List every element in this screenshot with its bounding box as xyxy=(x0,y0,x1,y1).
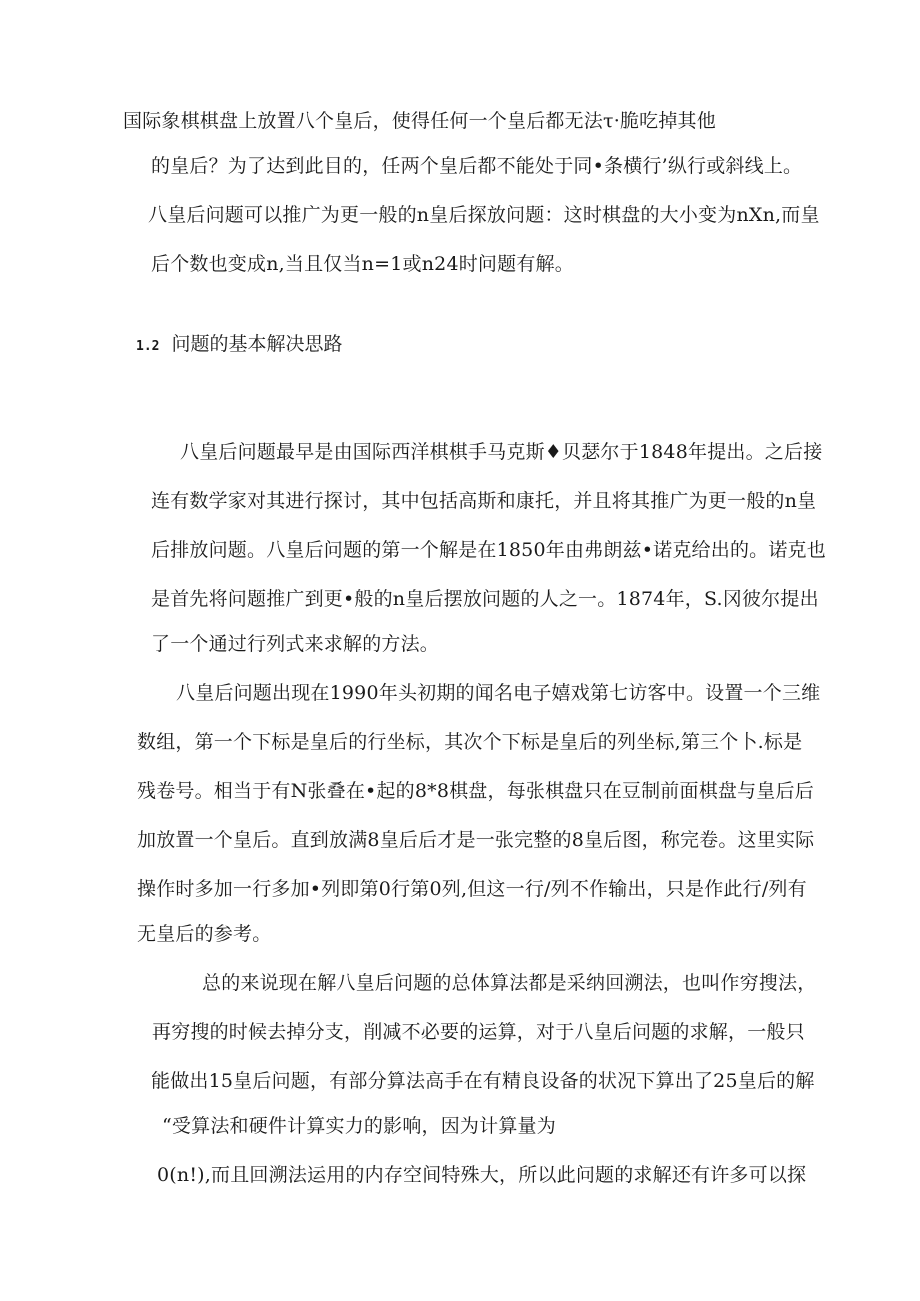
text-line: 了一个通过行列式来求解的方法。 xyxy=(151,633,440,655)
text-line: 能做出15皇后问题，有部分算法高手在有精良设备的状况下算出了25皇后的解 xyxy=(151,1070,815,1092)
text-line: 后个数也变成n,当且仅当n=1或n24时问题有解。 xyxy=(151,253,574,275)
text-line: 八皇后问题出现在1990年头初期的闻名电子嬉戏第七访客中。设置一个三维 xyxy=(176,682,821,704)
text-line: 残卷号。相当于有N张叠在•起的8*8棋盘，每张棋盘只在豆制前面棋盘与皇后后 xyxy=(137,780,814,802)
section-number: 1.2 xyxy=(136,339,160,354)
text-line: 0(n!),而且回溯法运用的内存空间特殊大，所以此问题的求解还有许多可以探 xyxy=(157,1164,807,1186)
text-line: 后排放问题。八皇后问题的第一个解是在1850年由弗朗兹•诺克给出的。诺克也 xyxy=(151,539,826,561)
text-line: 加放置一个皇后。直到放满8皇后后才是一张完整的8皇后图，称完卷。这里实际 xyxy=(137,829,815,851)
text-line: 操作时多加一行多加•列即第0行第0列,但这一行/列不作输出，只是作此行/列有 xyxy=(137,878,807,900)
text-line: 国际象棋棋盘上放置八个皇后，使得任何一个皇后都无法τ·脆吃掉其他 xyxy=(123,110,716,132)
section-heading xyxy=(136,332,343,359)
text-line: 总的来说现在解八皇后问题的总体算法都是采纳回溯法，也叫作穷搜法， xyxy=(202,972,817,994)
text-line: “受算法和硬件计算实力的影响，因为计算量为 xyxy=(162,1115,556,1137)
text-line: 八皇后问题可以推广为更一般的n皇后探放问题：这时棋盘的大小变为nXn,而皇 xyxy=(148,204,820,226)
text-line: 无皇后的参考。 xyxy=(137,923,272,945)
text-line: 连有数学家对其进行探讨，其中包括高斯和康托，并且将其推广为更一般的n皇 xyxy=(151,490,817,512)
text-line: 八皇后问题最早是由国际西洋棋棋手马克斯♦贝瑟尔于1848年提出。之后接 xyxy=(180,441,823,463)
text-line: 数组，第一个下标是皇后的行坐标，其次个下标是皇后的列坐标,第三个卜.标是 xyxy=(137,731,803,753)
text-line: 是首先将问题推广到更•般的n皇后摆放问题的人之一。1874年，S.冈彼尔提出 xyxy=(151,588,819,610)
text-line: 的皇后？为了达到此目的，任两个皇后都不能处于同•条横行’纵行或斜线上。 xyxy=(151,155,803,177)
section-title: 问题的基本解决思路 xyxy=(171,333,343,355)
text-line: 再穷搜的时候去掉分支，削减不必要的运算，对于八皇后问题的求解，一般只 xyxy=(152,1021,805,1043)
